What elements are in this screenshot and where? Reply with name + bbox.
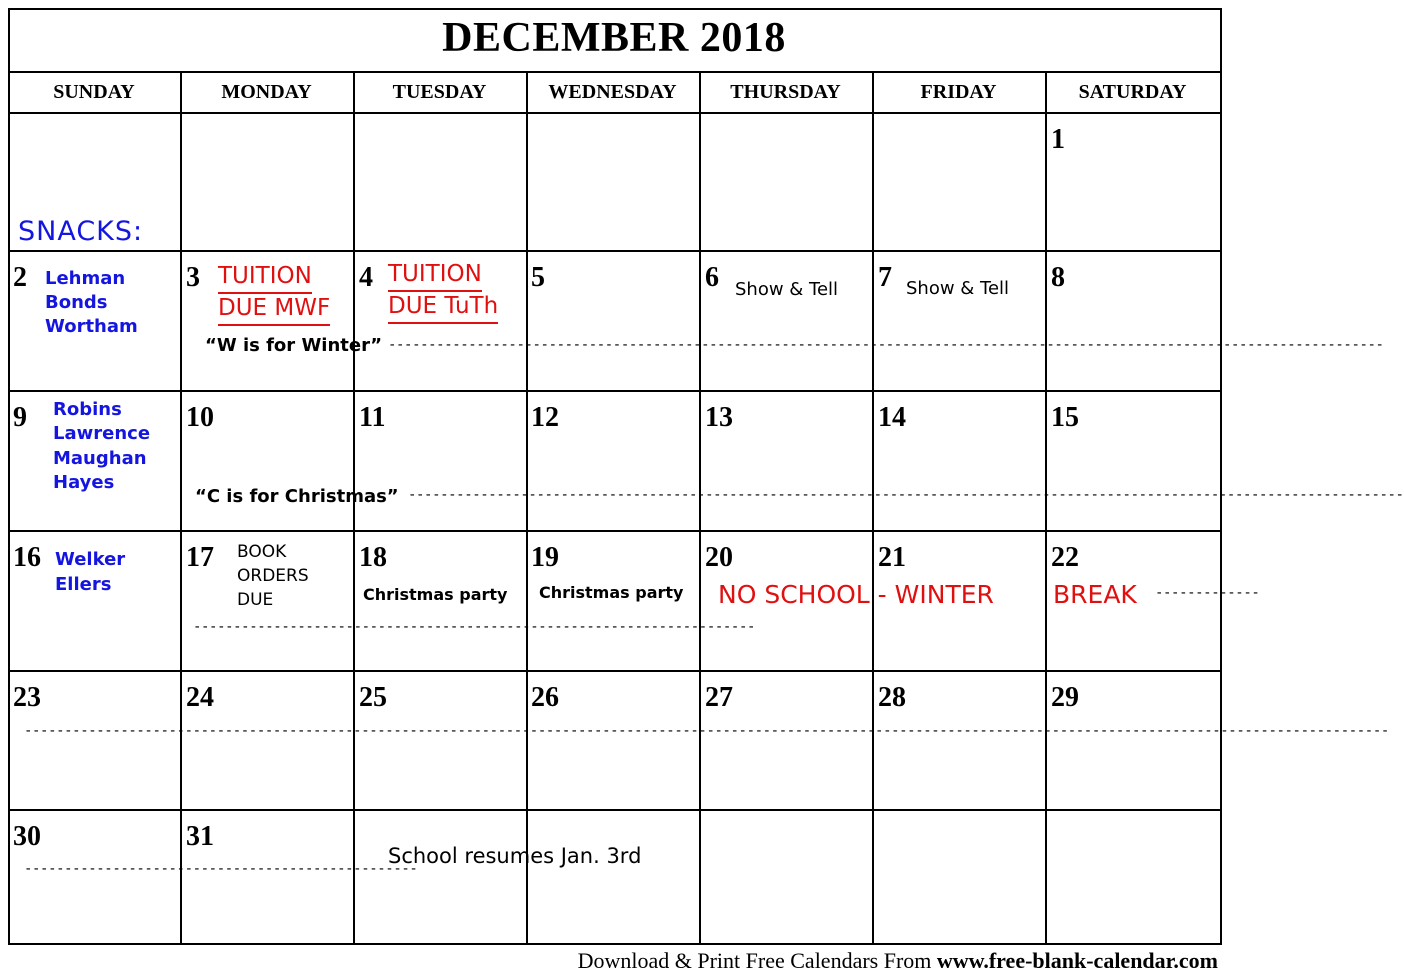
day-number: 12 bbox=[531, 402, 559, 433]
book-orders-note: BOOK bbox=[237, 542, 287, 562]
weekday-header-wednesday: WEDNESDAY bbox=[548, 81, 677, 103]
dashed-line: ---------------------------------------------------------------------- bbox=[193, 619, 756, 635]
day-number: 5 bbox=[531, 262, 545, 293]
grid-line bbox=[8, 71, 1222, 73]
snack-name: Lawrence bbox=[53, 423, 151, 444]
show-tell-note: Show & Tell bbox=[735, 279, 839, 300]
snack-name: Ellers bbox=[55, 574, 112, 595]
theme-note: “C is for Christmas” bbox=[195, 486, 399, 507]
book-orders-note: DUE bbox=[237, 590, 274, 610]
day-number: 9 bbox=[13, 402, 27, 433]
day-number: 11 bbox=[359, 402, 386, 433]
weekday-header-sunday: SUNDAY bbox=[53, 81, 135, 103]
tuition-line: TUITION bbox=[218, 262, 312, 294]
day-number: 29 bbox=[1051, 682, 1079, 713]
day-number: 2 bbox=[13, 262, 27, 293]
day-number: 15 bbox=[1051, 402, 1079, 433]
snack-name: Robins bbox=[53, 399, 122, 420]
snack-name: Welker bbox=[55, 549, 126, 570]
book-orders-note: ORDERS bbox=[237, 566, 309, 586]
dashed-line: ---------------------------------------------------------------------------------------------------------------------------- bbox=[388, 337, 1384, 353]
theme-note: “W is for Winter” bbox=[205, 335, 383, 356]
grid-line bbox=[8, 809, 1222, 811]
snacks-label: SNACKS: bbox=[18, 216, 144, 247]
tuition-line: DUE TuTh bbox=[388, 292, 498, 324]
grid-line bbox=[872, 71, 874, 945]
grid-line bbox=[699, 71, 701, 945]
day-number: 13 bbox=[705, 402, 733, 433]
grid-line bbox=[526, 71, 528, 945]
dashed-line: ------------------------------------------------- bbox=[24, 861, 418, 877]
day-number: 10 bbox=[186, 402, 214, 433]
day-number: 21 bbox=[878, 542, 906, 573]
footer-credit bbox=[578, 948, 1218, 974]
day-number: 24 bbox=[186, 682, 214, 713]
day-number: 26 bbox=[531, 682, 559, 713]
day-number: 20 bbox=[705, 542, 733, 573]
footer-link[interactable]: www.free-blank-calendar.com bbox=[936, 948, 1218, 973]
day-number: 18 bbox=[359, 542, 387, 573]
weekday-header-tuesday: TUESDAY bbox=[392, 81, 487, 103]
grid-line bbox=[8, 390, 1222, 392]
day-number: 6 bbox=[705, 262, 719, 293]
day-number: 19 bbox=[531, 542, 559, 573]
tuition-line: TUITION bbox=[388, 260, 482, 292]
dashed-line: -------------------------------------------------------------------------------------------------------------------------------------------------------------------------- bbox=[24, 723, 1389, 739]
weekday-header-monday: MONDAY bbox=[221, 81, 312, 103]
christmas-party-note: Christmas party bbox=[363, 585, 508, 604]
grid-line bbox=[8, 250, 1222, 252]
grid-line bbox=[8, 530, 1222, 532]
grid-line bbox=[180, 71, 182, 945]
snack-name: Bonds bbox=[45, 292, 108, 313]
tuition-note bbox=[388, 260, 498, 324]
snack-name: Hayes bbox=[53, 472, 115, 493]
tuition-line: DUE MWF bbox=[218, 294, 330, 326]
day-number: 14 bbox=[878, 402, 906, 433]
day-number: 4 bbox=[359, 262, 373, 293]
dashed-line: ---------------------------------------------------------------------------------------------------------------------------- bbox=[408, 487, 1404, 503]
tuition-note bbox=[218, 262, 330, 326]
grid-line bbox=[8, 8, 1222, 10]
calendar-title: DECEMBER 2018 bbox=[442, 15, 786, 61]
day-number: 30 bbox=[13, 821, 41, 852]
grid-line bbox=[8, 943, 1222, 945]
grid-line bbox=[8, 8, 10, 945]
day-number: 16 bbox=[13, 542, 41, 573]
day-number: 23 bbox=[13, 682, 41, 713]
day-number: 7 bbox=[878, 262, 892, 293]
no-school-note: BREAK bbox=[1053, 580, 1137, 609]
grid-line bbox=[353, 71, 355, 945]
day-number: 27 bbox=[705, 682, 733, 713]
day-number: 8 bbox=[1051, 262, 1065, 293]
grid-line bbox=[8, 670, 1222, 672]
snack-name: Wortham bbox=[45, 316, 138, 337]
footer-prefix: Download & Print Free Calendars From bbox=[577, 948, 937, 973]
school-resumes-note: School resumes Jan. 3rd bbox=[388, 844, 642, 868]
grid-line bbox=[8, 112, 1222, 114]
snack-name: Maughan bbox=[53, 448, 147, 469]
day-number: 17 bbox=[186, 542, 214, 573]
weekday-header-saturday: SATURDAY bbox=[1078, 81, 1187, 103]
snack-name: Lehman bbox=[45, 268, 126, 289]
grid-line bbox=[1220, 8, 1222, 945]
day-number: 31 bbox=[186, 821, 214, 852]
weekday-header-thursday: THURSDAY bbox=[730, 81, 841, 103]
grid-line bbox=[1045, 71, 1047, 945]
day-number: 1 bbox=[1051, 124, 1065, 155]
day-number: 25 bbox=[359, 682, 387, 713]
christmas-party-note: Christmas party bbox=[539, 583, 684, 602]
day-number: 3 bbox=[186, 262, 200, 293]
dashed-line: ------------- bbox=[1155, 585, 1260, 601]
show-tell-note: Show & Tell bbox=[906, 278, 1010, 299]
weekday-header-friday: FRIDAY bbox=[920, 81, 997, 103]
day-number: 28 bbox=[878, 682, 906, 713]
no-school-note: NO SCHOOL - WINTER bbox=[718, 580, 994, 609]
day-number: 22 bbox=[1051, 542, 1079, 573]
